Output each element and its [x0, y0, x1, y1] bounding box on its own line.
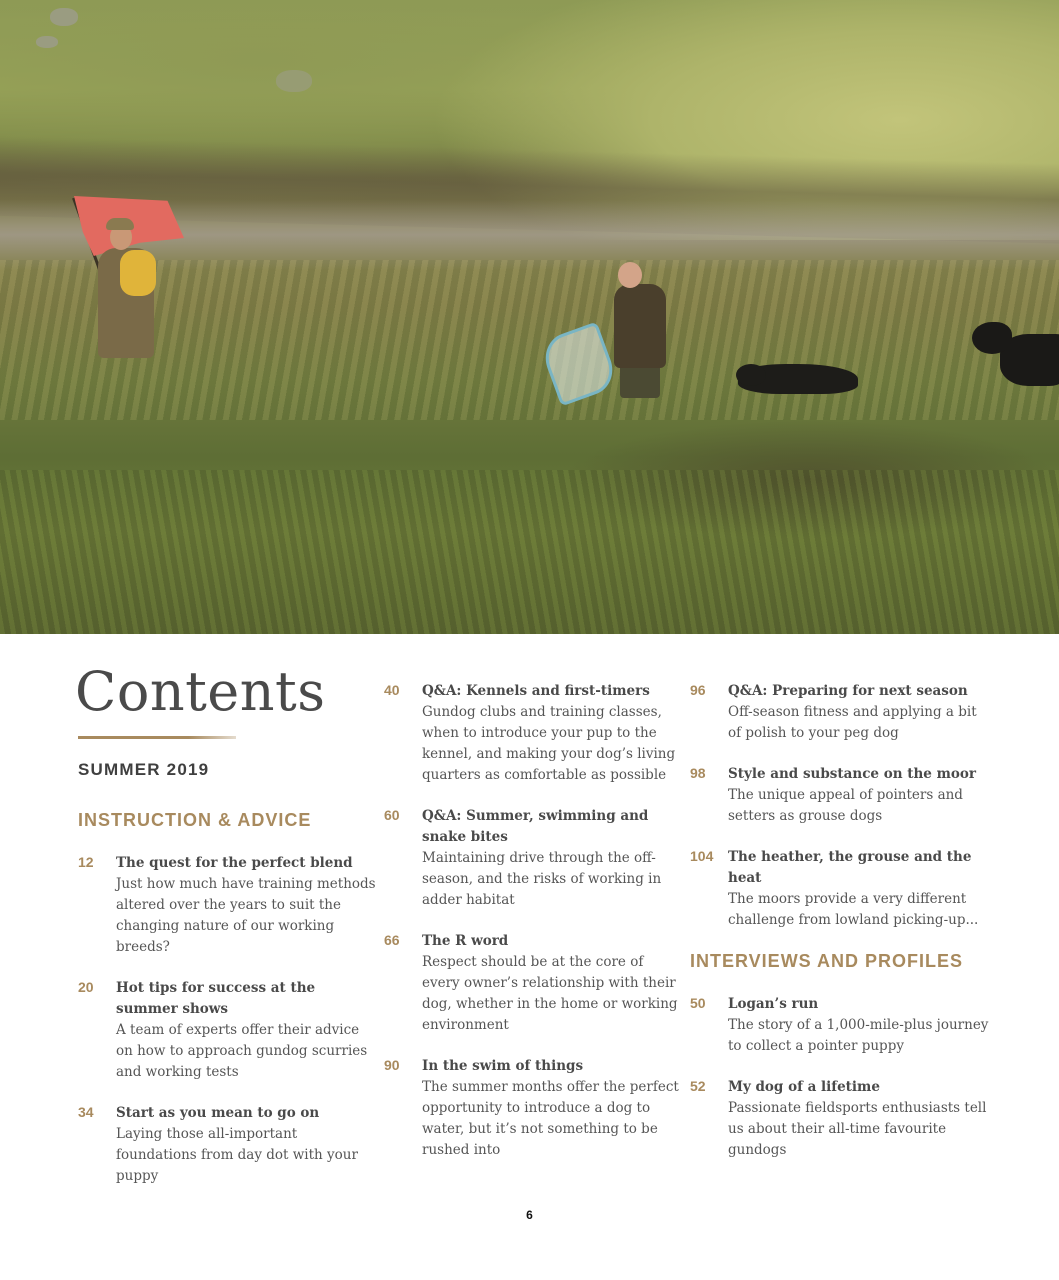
- issue-label: SUMMER 2019: [78, 760, 210, 779]
- page-ref: 34: [78, 1104, 94, 1120]
- entry-description: The story of a 1,000-mile-plus journey to collect a pointer puppy: [728, 1017, 989, 1054]
- contents-column-3: [690, 681, 990, 1181]
- contents-column-2: [384, 681, 684, 1181]
- grass: [0, 260, 1059, 420]
- yellow-sleeve: [120, 250, 156, 296]
- page-ref: 96: [690, 682, 706, 698]
- contents-entry[interactable]: [78, 853, 378, 958]
- entry-description: The summer months offer the perfect opportunity to introduce a dog to water, but it’s not something to be rushed into: [422, 1079, 679, 1158]
- section-heading: INTERVIEWS AND PROFILES: [690, 951, 964, 971]
- entry-description: The moors provide a very different challenge from lowland picking-up...: [728, 891, 979, 928]
- page-ref: 52: [690, 1078, 706, 1094]
- contents-entry[interactable]: [690, 847, 990, 931]
- entry-title: Hot tips for success at the summer shows: [116, 980, 316, 1017]
- entry-title: The R word: [422, 933, 509, 949]
- contents-entry[interactable]: [78, 978, 378, 1083]
- contents-entry[interactable]: [690, 1077, 990, 1161]
- entry-title: Start as you mean to go on: [116, 1105, 320, 1121]
- page-ref: 98: [690, 765, 706, 781]
- rock: [36, 36, 58, 48]
- entry-description: The unique appeal of pointers and setters as grouse dogs: [728, 787, 963, 824]
- entry-title: My dog of a lifetime: [728, 1079, 880, 1095]
- entry-title: Logan’s run: [728, 996, 819, 1012]
- entry-description: Off-season fitness and applying a bit of polish to your peg dog: [728, 704, 977, 741]
- contents-column-1: [78, 810, 378, 1207]
- entry-title: Q&A: Kennels and first-timers: [422, 683, 650, 699]
- section-heading: INSTRUCTION & ADVICE: [78, 810, 312, 830]
- man-head: [618, 262, 642, 288]
- dog-head: [972, 322, 1012, 354]
- page-title: Contents: [75, 660, 326, 723]
- hero-photo: [0, 0, 1059, 634]
- entry-title: Q&A: Preparing for next season: [728, 683, 968, 699]
- page-ref: 66: [384, 932, 400, 948]
- page-ref: 20: [78, 979, 94, 995]
- entry-title: In the swim of things: [422, 1058, 584, 1074]
- contents-entry[interactable]: [690, 764, 990, 827]
- entry-description: Gundog clubs and training classes, when to introduce your pup to the kennel, and making your dog’s living quarters as comfortable as possible: [422, 704, 676, 783]
- contents-entry[interactable]: [690, 994, 990, 1057]
- rock: [50, 8, 78, 26]
- contents-entry[interactable]: [384, 806, 684, 911]
- rock: [276, 70, 312, 92]
- entry-description: Passionate fieldsports enthusiasts tell us about their all-time favourite gundogs: [728, 1100, 987, 1158]
- page-ref: 60: [384, 807, 400, 823]
- man-gilet: [614, 284, 666, 368]
- flat-cap: [106, 218, 134, 230]
- entry-description: Maintaining drive through the off-season, and the risks of working in adder habitat: [422, 850, 662, 908]
- page-ref: 90: [384, 1057, 400, 1073]
- entry-description: Laying those all-important foundations from day dot with your puppy: [116, 1126, 358, 1184]
- entry-description: Just how much have training methods altered over the years to suit the changing nature of our working breeds?: [116, 876, 376, 955]
- dog-head: [736, 364, 766, 386]
- page-ref: 104: [690, 848, 714, 864]
- entry-title: Style and substance on the moor: [728, 766, 976, 782]
- foreground-grass: [0, 470, 1059, 634]
- page-ref: 50: [690, 995, 706, 1011]
- contents-entry[interactable]: [78, 1103, 378, 1187]
- entry-title: The heather, the grouse and the heat: [728, 849, 972, 886]
- gold-divider: [78, 736, 236, 739]
- entry-description: A team of experts offer their advice on how to approach gundog scurries and working tests: [116, 1022, 368, 1080]
- entry-title: Q&A: Summer, swimming and snake bites: [422, 808, 649, 845]
- page-ref: 12: [78, 854, 94, 870]
- contents-entry[interactable]: [384, 681, 684, 786]
- contents-entry[interactable]: [384, 931, 684, 1036]
- entry-title: The quest for the perfect blend: [116, 855, 353, 871]
- contents-entry[interactable]: [384, 1056, 684, 1161]
- entry-description: Respect should be at the core of every owner’s relationship with their dog, whether in the home or working environment: [422, 954, 678, 1033]
- page-ref: 40: [384, 682, 400, 698]
- page-number: 6: [526, 1208, 533, 1222]
- contents-entry[interactable]: [690, 681, 990, 744]
